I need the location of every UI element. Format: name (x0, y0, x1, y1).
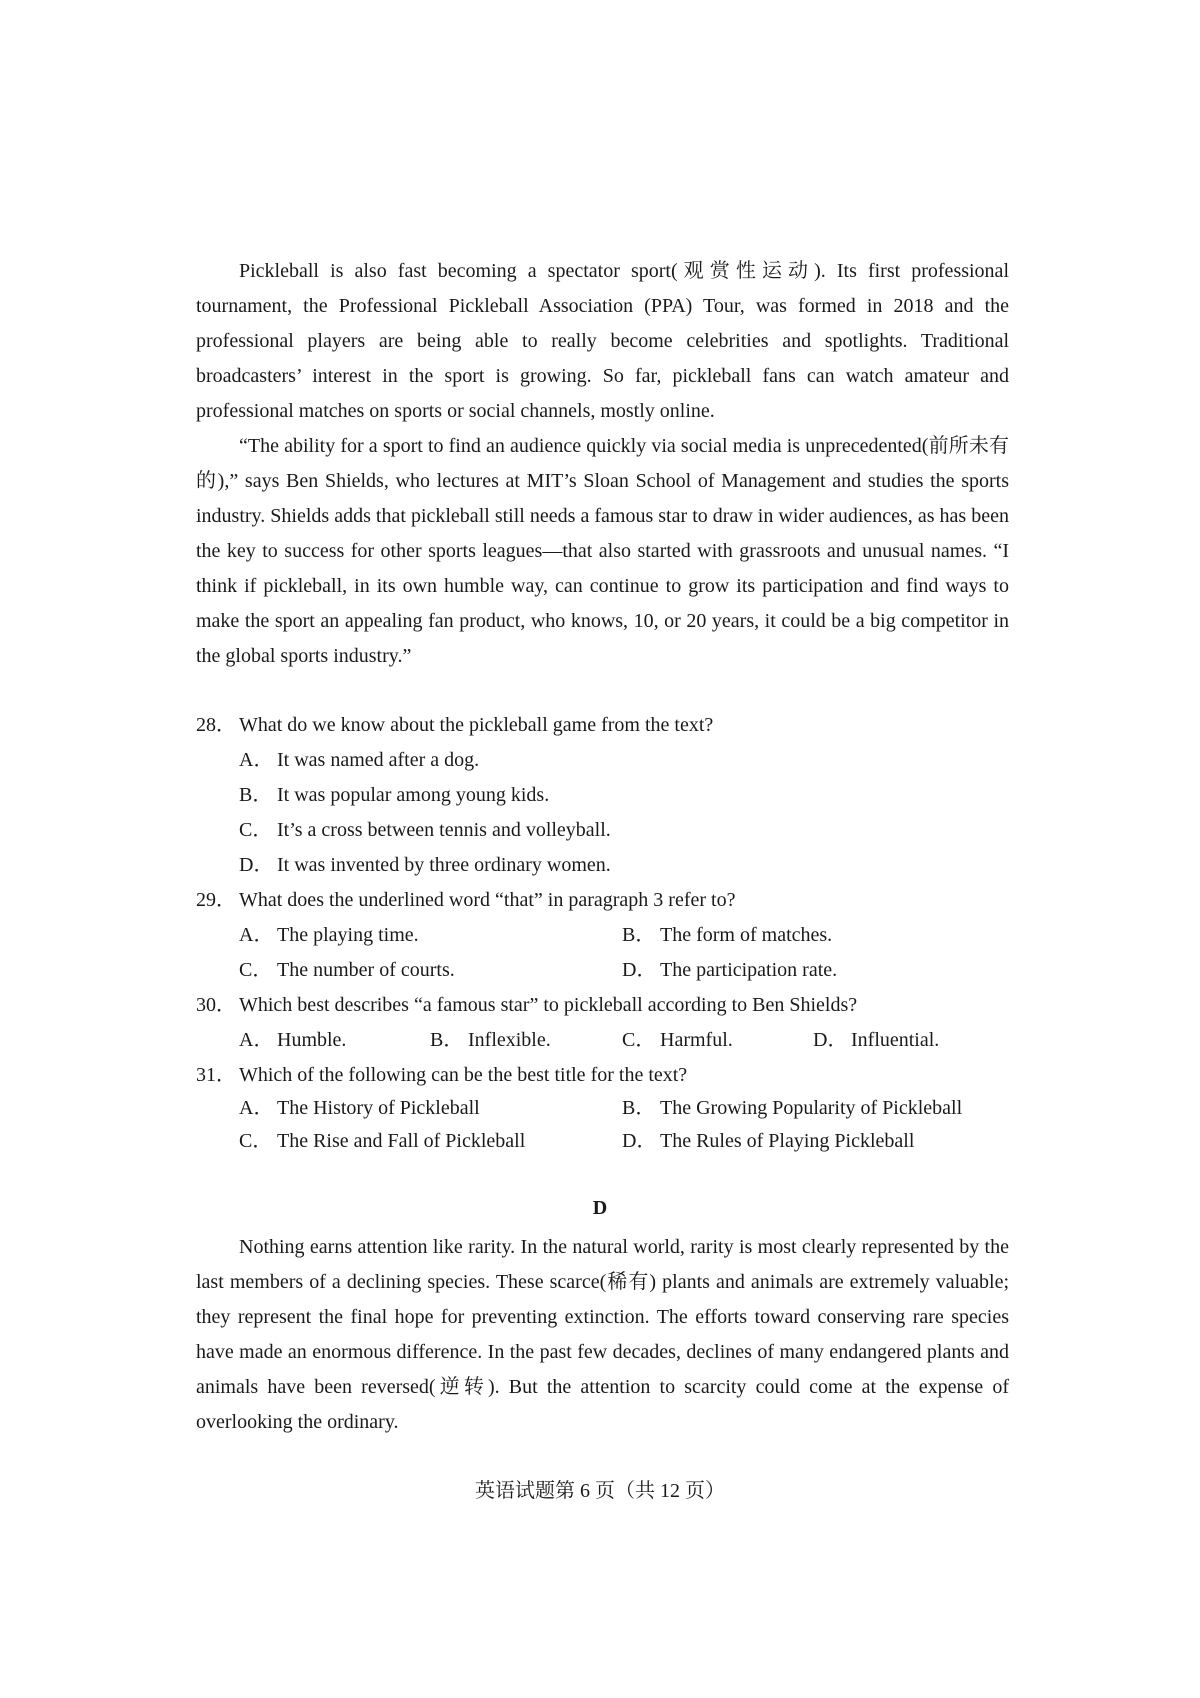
option-28-d (239, 850, 611, 880)
option-29-b (622, 920, 832, 950)
option-30-d (813, 1025, 939, 1055)
option-31-a (239, 1093, 480, 1123)
option-letter: D． (239, 854, 274, 876)
option-letter: A． (239, 1029, 274, 1051)
page-footer: 英语试题第 6 页（共 12 页） (475, 1480, 725, 1502)
question-text: Which best describes “a famous star” to pickleball according to Ben Shields? (239, 994, 858, 1016)
option-letter: D． (622, 1130, 657, 1152)
option-text: The Rise and Fall of Pickleball (277, 1130, 526, 1152)
question-text: Which of the following can be the best title for the text? (239, 1064, 688, 1086)
option-28-a (239, 745, 479, 775)
option-text: The form of matches. (660, 924, 833, 946)
question-text: What does the underlined word “that” in paragraph 3 refer to? (239, 889, 736, 911)
option-letter: A． (239, 1097, 274, 1119)
option-letter: C． (239, 959, 273, 981)
option-text: It was named after a dog. (277, 749, 480, 771)
question-30 (196, 990, 857, 1020)
option-letter: C． (239, 1130, 273, 1152)
option-text: Influential. (851, 1029, 940, 1051)
question-29 (196, 885, 735, 915)
option-text: Humble. (277, 1029, 347, 1051)
question-28 (196, 710, 713, 740)
option-31-d (622, 1126, 914, 1156)
option-letter: B． (622, 1097, 656, 1119)
option-text: The History of Pickleball (277, 1097, 480, 1119)
option-letter: D． (622, 959, 657, 981)
option-28-b (239, 780, 549, 810)
option-31-c (239, 1126, 525, 1156)
option-letter: C． (622, 1029, 656, 1051)
option-30-b (430, 1025, 551, 1055)
question-number: 29． (196, 889, 236, 911)
option-letter: B． (430, 1029, 464, 1051)
option-text: It’s a cross between tennis and volleyball. (277, 819, 611, 841)
passage-c-paragraph-2: “The ability for a sport to find an audience quickly via social media is unprecedented(前所未有的),” says Ben Shields, who lectures at MIT’s Sloan School of Management and studies the sports industry. Shields adds that pickleball still needs a famous star to draw in wider audiences, as has been the key to success for other sports leagues—that also started with grassroots and unusual names. “I think if pickleball, in its own humble way, can continue to grow its participation and find ways to make the sport an appealing fan product, who knows, 10, or 20 years, it could be a big competitor in the global sports industry.” (196, 435, 1009, 667)
option-text: The participation rate. (660, 959, 838, 981)
option-text: Inflexible. (468, 1029, 551, 1051)
question-text: What do we know about the pickleball game from the text? (239, 714, 714, 736)
question-number: 28． (196, 714, 236, 736)
passage-d-paragraph-1: Nothing earns attention like rarity. In the natural world, rarity is most clearly represented by the last members of a declining species. These scarce(稀有) plants and animals are extremely valuable; they represent the final hope for preventing extinction. The efforts toward conserving rare species have made an enormous difference. In the past few decades, declines of many endangered plants and animals have been reversed(逆转). But the attention to scarcity could come at the expense of overlooking the ordinary. (196, 1236, 1009, 1433)
option-letter: A． (239, 924, 274, 946)
option-letter: D． (813, 1029, 848, 1051)
option-text: Harmful. (660, 1029, 733, 1051)
option-28-c (239, 815, 611, 845)
option-letter: B． (239, 784, 273, 806)
passage-d-heading: D (592, 1197, 608, 1219)
option-29-a (239, 920, 419, 950)
option-text: The number of courts. (277, 959, 455, 981)
option-text: The Rules of Playing Pickleball (660, 1130, 915, 1152)
question-number: 30． (196, 994, 236, 1016)
option-text: It was invented by three ordinary women. (277, 854, 611, 876)
option-text: It was popular among young kids. (277, 784, 550, 806)
option-text: The playing time. (277, 924, 419, 946)
option-text: The Growing Popularity of Pickleball (660, 1097, 963, 1119)
option-29-d (622, 955, 837, 985)
option-31-b (622, 1093, 962, 1123)
option-29-c (239, 955, 455, 985)
option-letter: B． (622, 924, 656, 946)
question-number: 31． (196, 1064, 236, 1086)
option-30-a (239, 1025, 346, 1055)
passage-c-paragraph-1: Pickleball is also fast becoming a spectator sport(观赏性运动). Its first professional tournament, the Professional Pickleball Association (PPA) Tour, was formed in 2018 and the professional players are being able to really become celebrities and spotlights. Traditional broadcasters’ interest in the sport is growing. So far, pickleball fans can watch amateur and professional matches on sports or social channels, mostly online. (196, 260, 1009, 422)
option-letter: C． (239, 819, 273, 841)
option-30-c (622, 1025, 733, 1055)
question-31 (196, 1060, 687, 1090)
option-letter: A． (239, 749, 274, 771)
